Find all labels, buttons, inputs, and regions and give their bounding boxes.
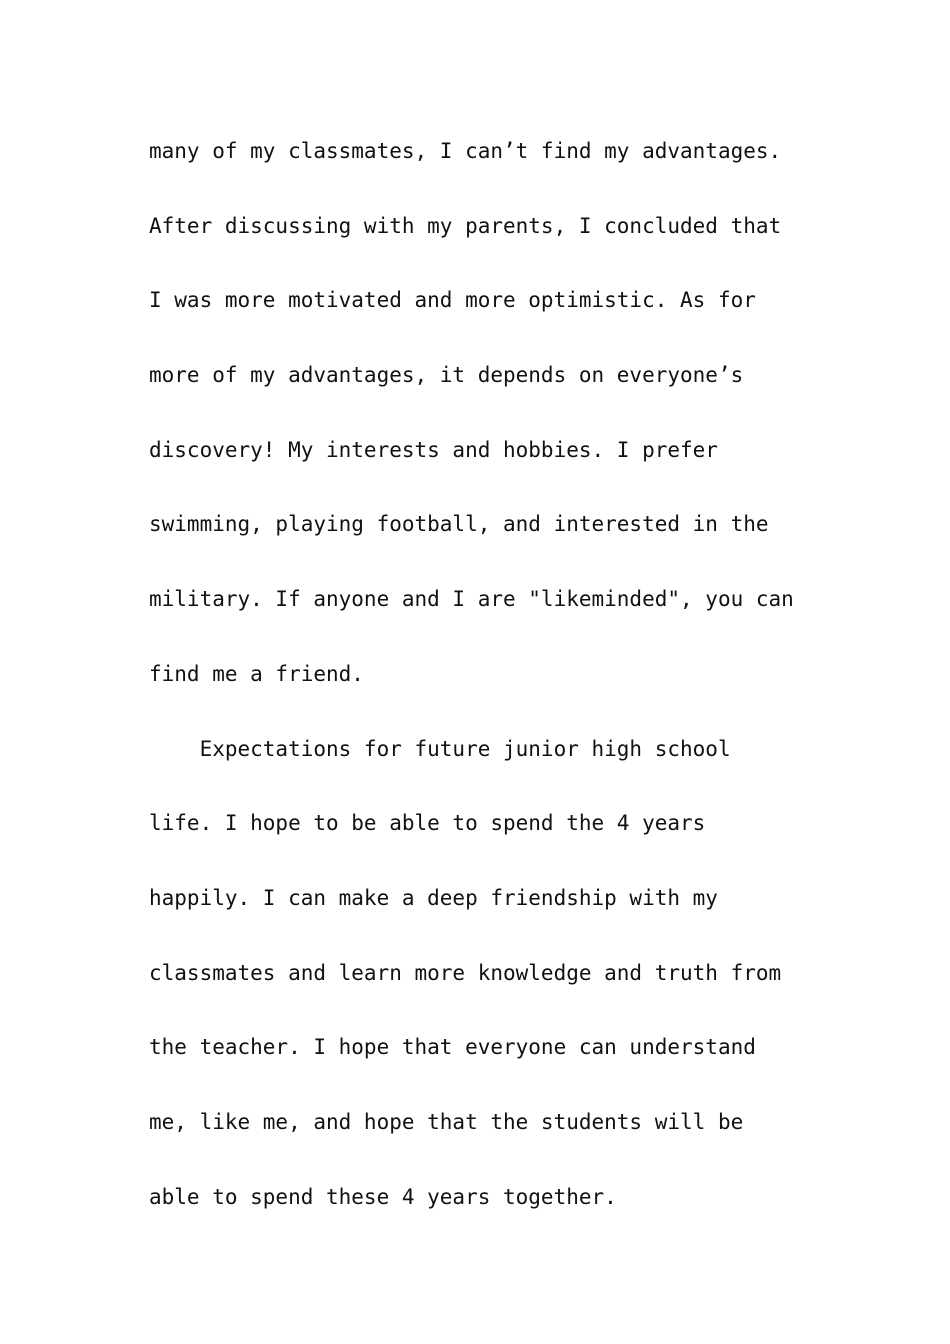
body-text xyxy=(149,118,829,1238)
text-line: swimming, playing football, and interested in the xyxy=(149,512,769,537)
text-line: the teacher. I hope that everyone can understand xyxy=(149,1035,756,1060)
text-line: more of my advantages, it depends on everyone’s xyxy=(149,363,744,388)
text-line: find me a friend. xyxy=(149,661,364,686)
text-line: me, like me, and hope that the students will be xyxy=(149,1109,744,1134)
text-line: I was more motivated and more optimistic. As for xyxy=(149,288,756,313)
text-line: After discussing with my parents, I concluded that xyxy=(149,213,782,238)
text-line: military. If anyone and I are "likeminded", you can xyxy=(149,587,794,612)
text-line: life. I hope to be able to spend the 4 years xyxy=(149,811,706,836)
text-line: able to spend these 4 years together. xyxy=(149,1184,617,1209)
text-line: discovery! My interests and hobbies. I prefer xyxy=(149,437,718,462)
text-line: many of my classmates, I can’t find my advantages. xyxy=(149,139,782,163)
paragraph-start-line: Expectations for future junior high school xyxy=(149,736,731,761)
text-line: happily. I can make a deep friendship with my xyxy=(149,885,718,910)
text-line: classmates and learn more knowledge and truth from xyxy=(149,960,782,985)
